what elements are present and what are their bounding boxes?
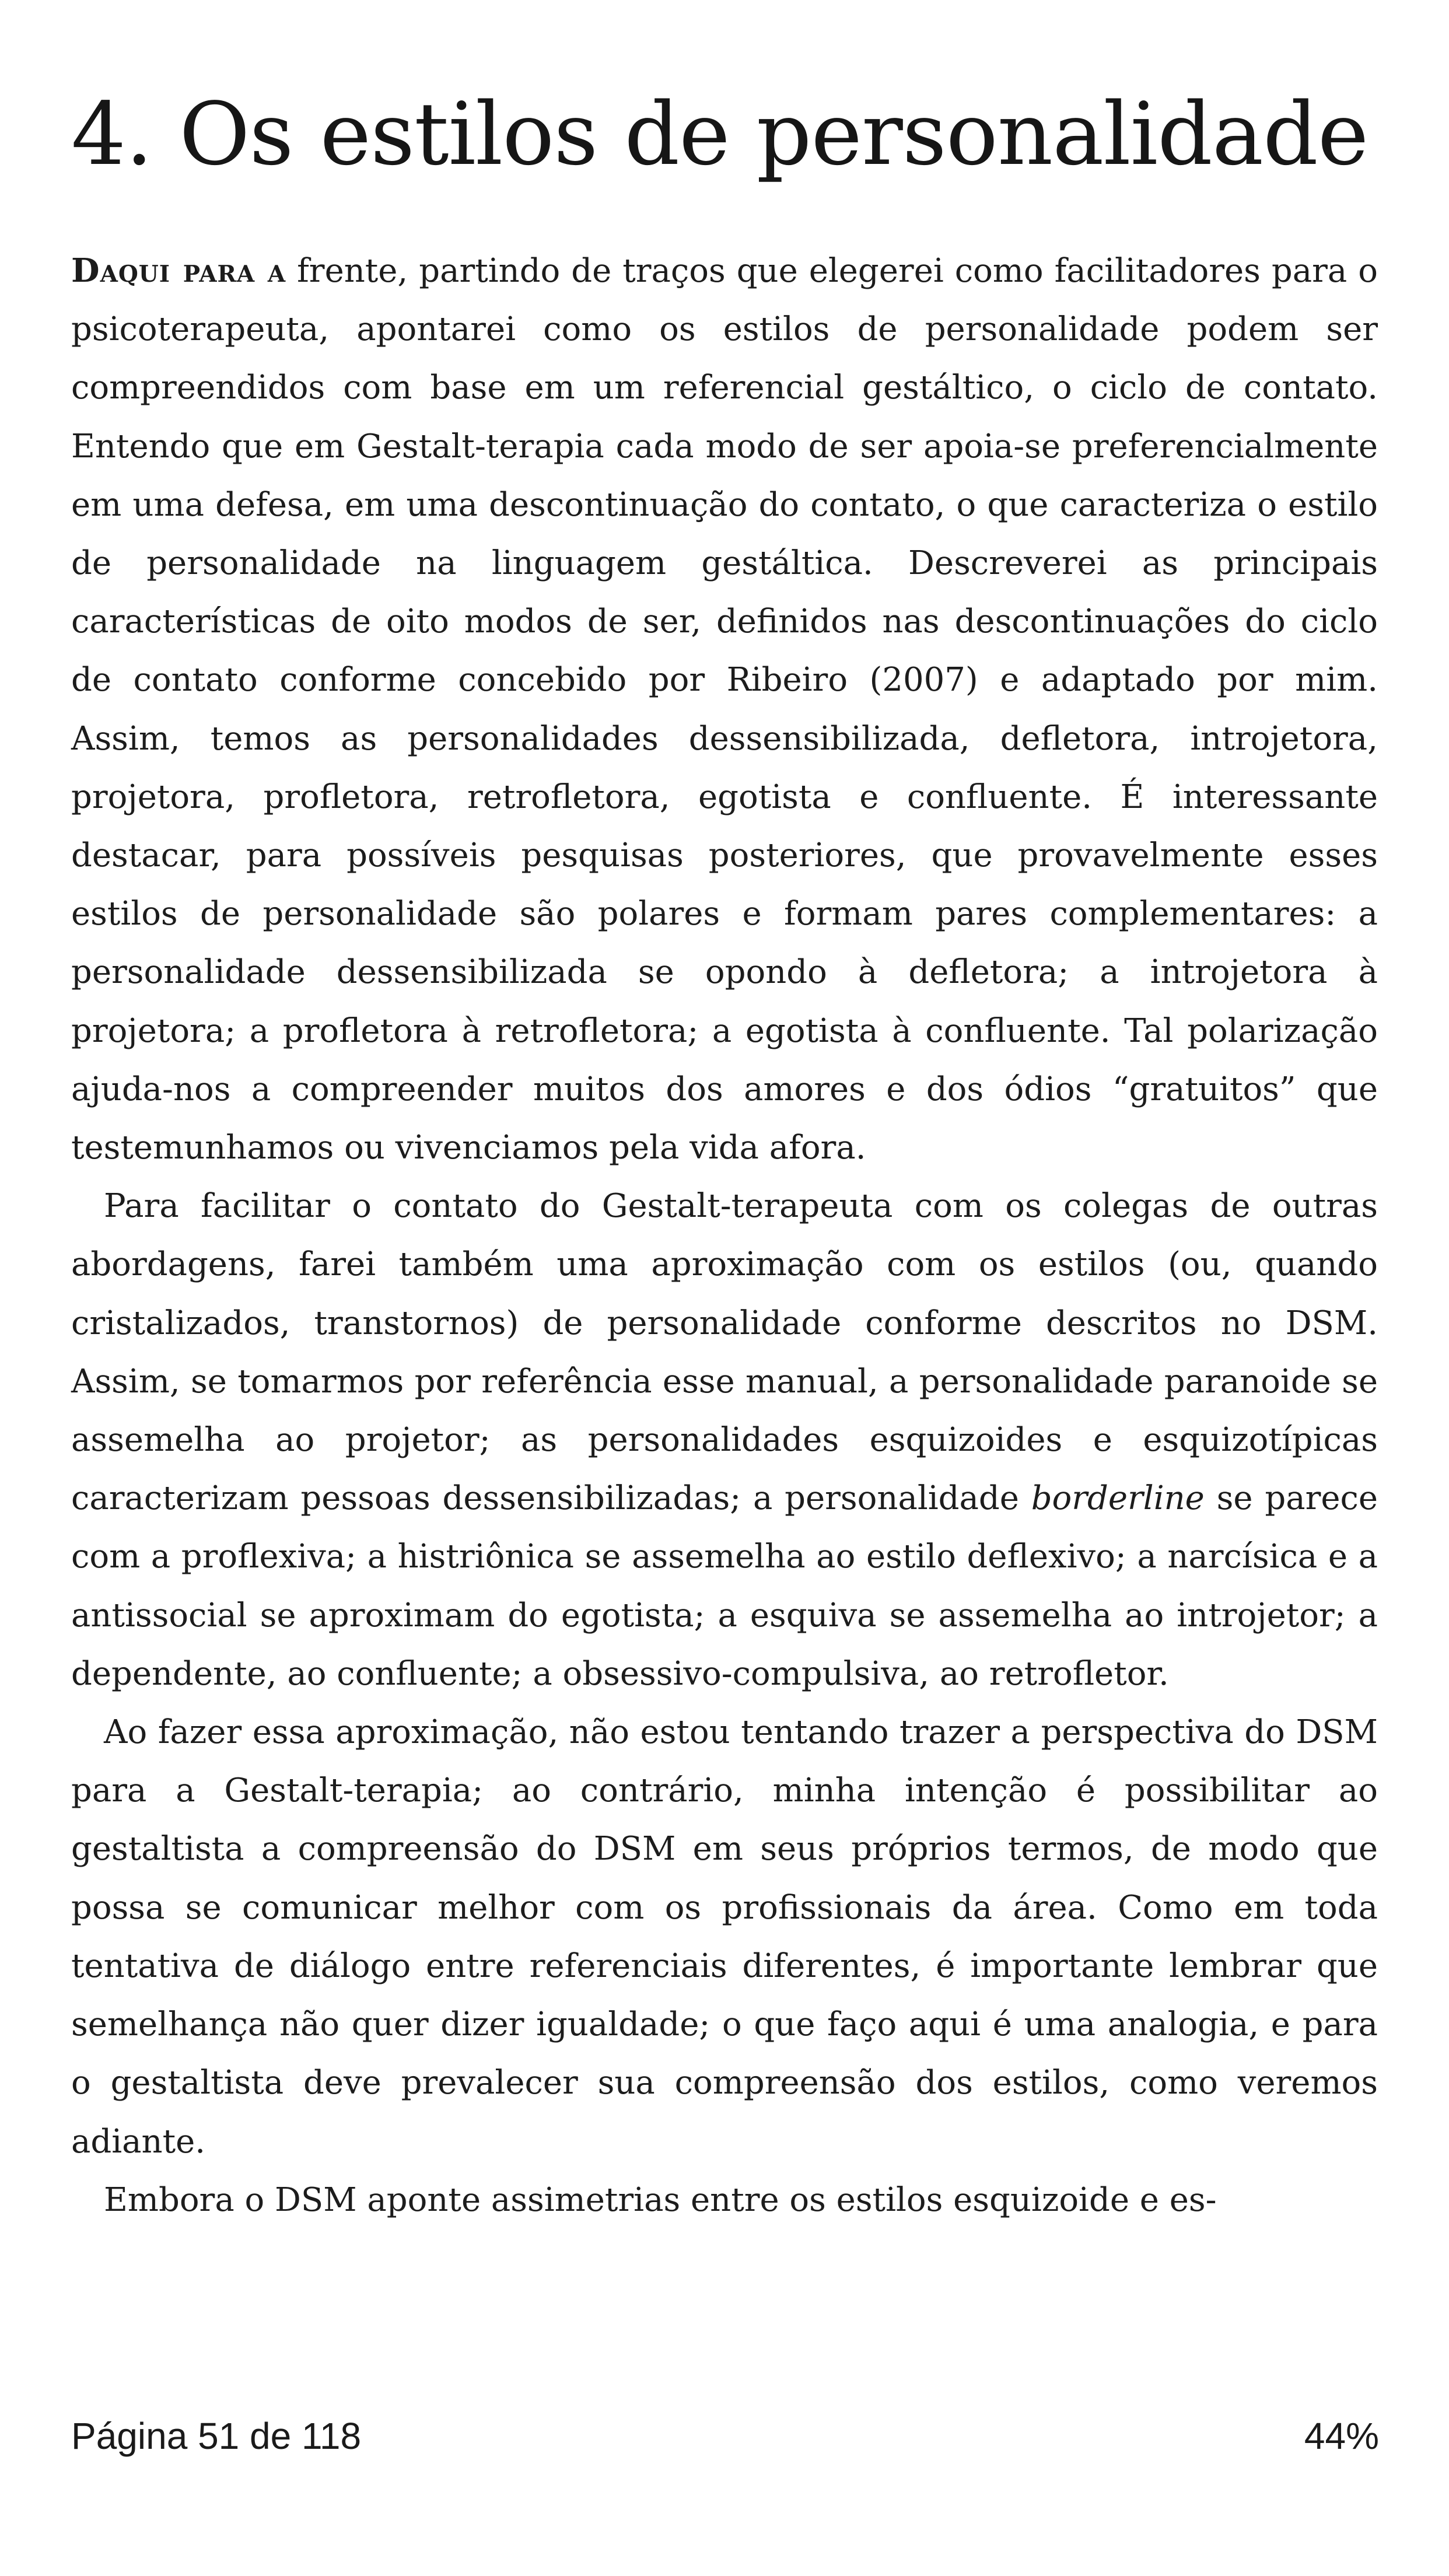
paragraph-2 xyxy=(71,1177,1378,1703)
reading-progress: 44% xyxy=(1304,2415,1379,2457)
paragraph-3: Ao fazer essa aproximação, não estou tentando trazer a perspectiva do DSM para a Gestalt-terapia; ao contrário, minha intenção é possibilitar ao gestaltista a compreensão do DSM em seus próprios termos, de modo que possa se comunicar melhor com os profissionais da área. Como em toda tentativa de diálogo entre referenciais diferentes, é importante lembrar que semelhança não quer dizer igualdade; o que faço aqui é uma analogia, e para o gestaltista deve prevalecer sua compreensão dos estilos, como veremos adiante. xyxy=(71,1713,1378,2161)
paragraph-1-text: frente, partindo de traços que elegerei como facilitadores para o psicoterapeuta, apontarei como os estilos de personalidade podem ser compreendidos com base em um referencial gestáltico, o ciclo de contato. Entendo que em Gestalt-terapia cada modo de ser apoia-se preferencialmente em uma defesa, em uma descontinuação do contato, o que caracteriza o estilo de personalidade na linguagem gestáltica. Descreverei as principais características de oito modos de ser, definidos nas descontinuações do ciclo de contato conforme concebido por Ribeiro (2007) e adaptado por mim. Assim, temos as personalidades dessensibilizada, defletora, introjetora, projetora, profletora, retrofletora, egotista e confluente. É interessante destacar, para possíveis pesquisas posteriores, que provavelmente esses estilos de personalidade são polares e formam pares complementares: a personalidade dessensibilizada se opondo à defletora; a introjetora à projetora; a profletora à retrofletora; a egotista à confluente. Tal polarização ajuda-nos a compreender muitos dos amores e dos ódios “gratuitos” que testemunhamos ou vivenciamos pela vida afora. xyxy=(71,252,1378,1167)
paragraph-2-text-b: se parece com a proflexiva; a histriônica se assemelha ao estilo deflexivo; a narcísica e a antissocial se aproximam do egotista; a esquiva se assemelha ao introjetor; a dependente, ao confluente; a obsessivo-compulsiva, ao retrofletor. xyxy=(71,1479,1378,1693)
paragraph-2-italic-term: borderline xyxy=(1031,1479,1205,1518)
paragraph-1 xyxy=(71,242,1378,1177)
paragraph-2-text-a: Para facilitar o contato do Gestalt-terapeuta com os colegas de outras abordagens, farei também uma aproximação com os estilos (ou, quando cristalizados, transtornos) de personalidade conforme descritos no DSM. Assim, se tomarmos por referência esse manual, a personalidade paranoide se assemelha ao projetor; as personalidades esquizoides e esquizotípicas caracterizam pessoas dessensibilizadas; a personalidade xyxy=(71,1187,1378,1518)
chapter-title: 4. Os estilos de personalidade xyxy=(71,84,1368,184)
paragraph-4: Embora o DSM aponte assimetrias entre os estilos esquizoide e es- xyxy=(104,2180,1217,2219)
page-indicator: Página 51 de 118 xyxy=(71,2415,362,2457)
chapter-body xyxy=(71,242,1378,2230)
drop-lead-smallcaps: Daqui para a xyxy=(71,251,286,290)
